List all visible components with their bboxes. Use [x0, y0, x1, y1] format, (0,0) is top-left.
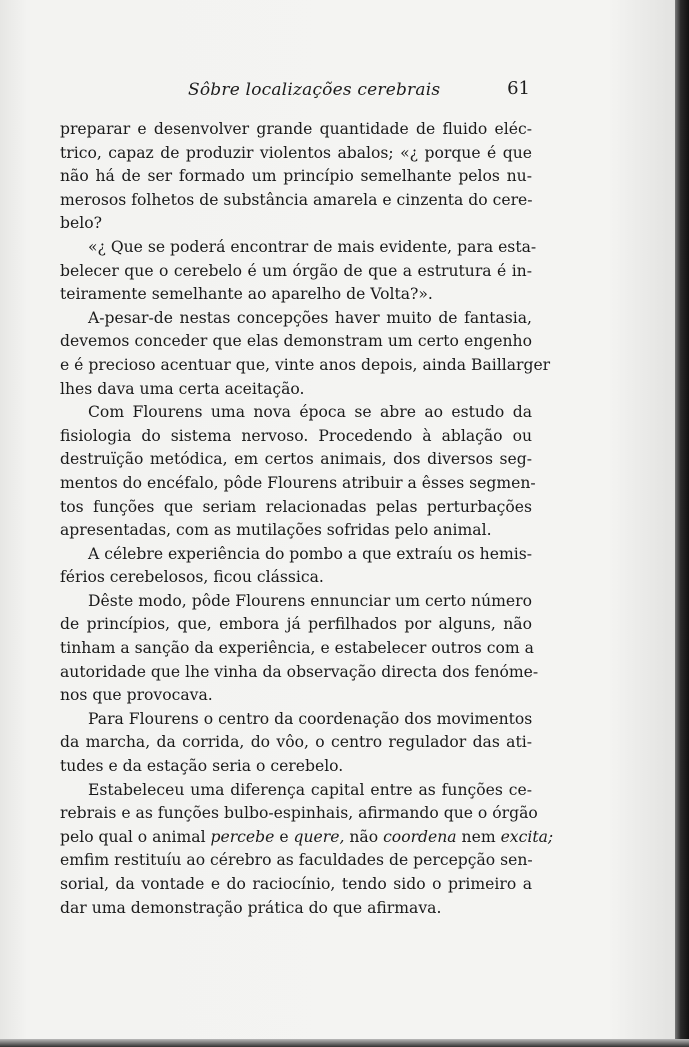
text-line: e é precioso acentuar que, vinte anos depois, ainda Baillarger — [60, 355, 551, 374]
text-line: A-pesar-de nestas concepções haver muito de fantasia, — [88, 308, 532, 327]
text-line: autoridade que lhe vinha da observação directa dos fenóme- — [60, 662, 539, 681]
italic-term: excita; — [500, 827, 554, 846]
text-line: sorial, da vontade e do raciocínio, tendo sido o primeiro a — [60, 875, 532, 893]
text-line: rebrais e as funções bulbo-espinhais, afirmando que o órgão — [60, 804, 538, 823]
text-line: Dêste modo, pôde Flourens ennunciar um certo número — [88, 591, 532, 610]
text-line: teiramente semelhante ao aparelho de Volta?». — [60, 285, 433, 304]
text-line: «¿ Que se poderá encontrar de mais evidente, para esta- — [88, 237, 537, 256]
text-line: emfim restituíu ao cérebro as faculdades de percepção sen- — [60, 851, 533, 870]
body-text — [60, 118, 554, 920]
text-line: belecer que o cerebelo é um órgão de que a estrutura é in- — [60, 261, 532, 280]
running-title: Sôbre localizações cerebrais — [188, 80, 441, 100]
text-line: A célebre experiência do pombo a que extraíu os hemis- — [88, 544, 532, 563]
text-line: Com Flourens uma nova época se abre ao estudo da — [88, 403, 532, 422]
text-segment: não — [344, 827, 384, 846]
text-line: Para Flourens o centro da coordenação dos movimentos — [88, 709, 533, 728]
text-line: tinham a sanção da experiência, e estabelecer outros com a — [60, 639, 534, 658]
text-line: de princípios, que, embora já perfilhados por alguns, não — [60, 615, 532, 634]
text-line: devemos conceder que elas demonstram um certo engenho — [60, 332, 532, 351]
text-line-with-italics — [60, 826, 554, 850]
text-line: fisiologia do sistema nervoso. Procedendo à ablação ou — [60, 426, 532, 445]
text-segment: nem — [456, 827, 501, 846]
text-line: preparar e desenvolver grande quantidade de fluido eléc- — [60, 120, 532, 138]
text-line: lhes dava uma certa aceitação. — [60, 379, 305, 398]
page-number: 61 — [507, 78, 530, 99]
text-line: da marcha, da corrida, do vôo, o centro regulador das ati- — [60, 733, 532, 752]
text-line: não há de ser formado um princípio semelhante pelos nu- — [60, 167, 532, 186]
italic-term: quere, — [293, 827, 345, 846]
text-line: mentos do encéfalo, pôde Flourens atribuir a êsses segmen- — [60, 473, 536, 492]
text-line: belo? — [60, 214, 102, 233]
text-line: apresentadas, com as mutilações sofridas pelo animal. — [60, 521, 492, 540]
text-line: destruïção metódica, em certos animais, dos diversos seg- — [60, 450, 532, 469]
text-line: tos funções que seriam relacionadas pelas perturbações — [60, 497, 532, 516]
page-bottom-edge — [0, 1039, 689, 1047]
text-line: trico, capaz de produzir violentos abalos; «¿ porque é que — [60, 143, 532, 162]
page-edge — [675, 0, 689, 1047]
text-segment: e — [274, 827, 294, 846]
text-line: tudes e da estação seria o cerebelo. — [60, 757, 344, 776]
text-segment: pelo qual o animal — [60, 827, 211, 846]
text-line: dar uma demonstração prática do que afirmava. — [60, 898, 442, 917]
text-line: nos que provocava. — [60, 686, 213, 705]
text-line: Estabeleceu uma diferença capital entre as funções ce- — [88, 780, 532, 799]
page-header — [60, 78, 532, 108]
text-line: merosos folhetos de substância amarela e cinzenta do cere- — [60, 190, 533, 209]
italic-term: percebe — [210, 827, 275, 846]
italic-term: coordena — [383, 827, 457, 846]
text-line: férios cerebelosos, ficou clássica. — [60, 568, 324, 587]
